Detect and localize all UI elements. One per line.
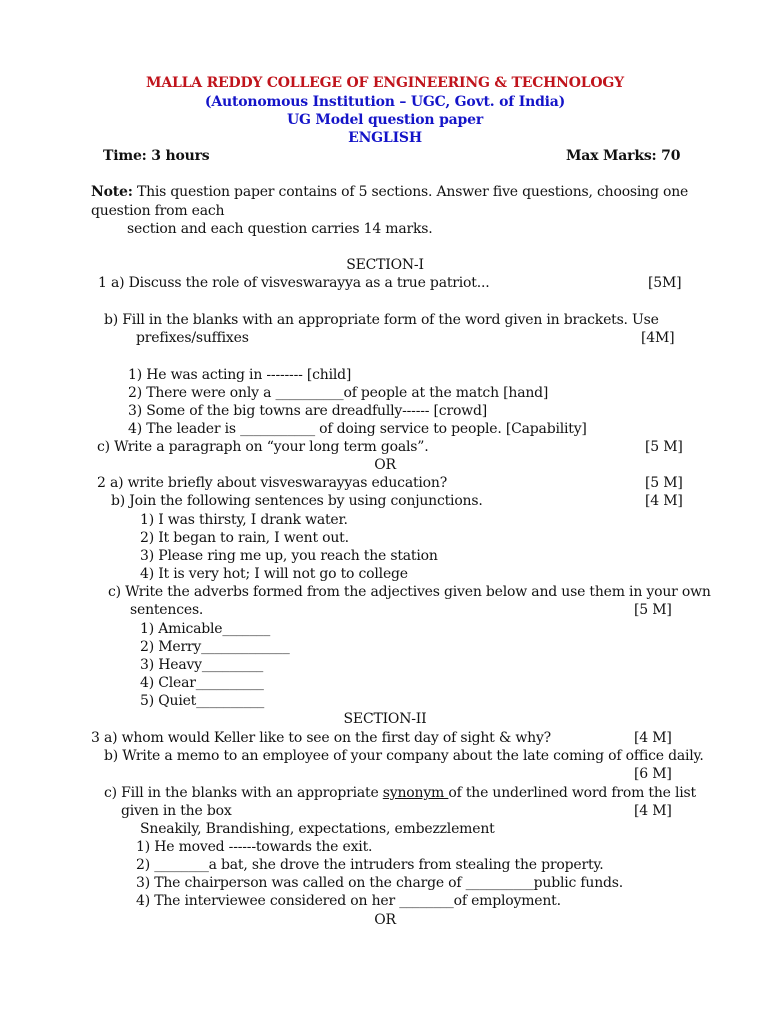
or-separator-2: OR <box>374 912 396 928</box>
note-label: Note: <box>91 184 133 200</box>
q3c-item: 4) The interviewee considered on her ________of employment. <box>136 893 561 909</box>
q3c-pre: c) Fill in the blanks with an appropriate <box>104 785 383 801</box>
q3c-line-2: given in the box <box>121 803 232 819</box>
q3c-underlined-word: synonym <box>382 785 449 801</box>
or-separator-1: OR <box>374 457 396 473</box>
q3a-marks: [4 M] <box>634 730 672 746</box>
q1b-item: 2) There were only a __________of people at the match [hand] <box>128 385 549 401</box>
q2c-item: 2) Merry_____________ <box>140 639 290 655</box>
q2b-item: 4) It is very hot; I will not go to college <box>140 566 408 582</box>
q1b-item: 3) Some of the big towns are dreadfully------ [crowd] <box>128 403 487 419</box>
q2c-item: 3) Heavy_________ <box>140 657 264 673</box>
q1b-line-2: prefixes/suffixes <box>136 330 249 346</box>
section-2-title: SECTION-II <box>343 711 427 727</box>
college-name: MALLA REDDY COLLEGE OF ENGINEERING & TECHNOLOGY <box>146 75 624 91</box>
q2b-marks: [4 M] <box>645 493 683 509</box>
q1b-line-1: b) Fill in the blanks with an appropriate form of the word given in brackets. Use <box>104 312 659 328</box>
q1c-text: c) Write a paragraph on “your long term goals”. <box>97 439 429 455</box>
q3b-marks: [6 M] <box>634 766 672 782</box>
q2b-item: 2) It began to rain, I went out. <box>140 530 349 546</box>
q3c-line-1 <box>104 784 696 802</box>
q3c-word-box: Sneakily, Brandishing, expectations, embezzlement <box>140 821 495 837</box>
q2a-marks: [5 M] <box>645 475 683 491</box>
q1c-marks: [5 M] <box>645 439 683 455</box>
note-line-2: question from each <box>91 203 225 219</box>
note-line-3: section and each question carries 14 marks. <box>127 221 433 237</box>
section-1-title: SECTION-I <box>346 257 424 273</box>
q2c-line-2: sentences. <box>130 602 204 618</box>
time-label: Time: 3 hours <box>103 148 210 164</box>
q3b-text: b) Write a memo to an employee of your company about the late coming of office daily. <box>104 748 704 764</box>
max-marks-label: Max Marks: 70 <box>566 148 681 164</box>
note-text: This question paper contains of 5 sections. Answer five questions, choosing one <box>132 184 689 200</box>
q2c-item: 1) Amicable_______ <box>140 621 270 637</box>
paper-type: UG Model question paper <box>286 112 484 128</box>
q2b-item: 3) Please ring me up, you reach the station <box>140 548 438 564</box>
q3c-post: of the underlined word from the list <box>448 785 696 801</box>
q1b-marks: [4M] <box>641 330 675 346</box>
q1b-item: 4) The leader is ___________ of doing service to people. [Capability] <box>128 421 587 437</box>
subject-title: ENGLISH <box>348 130 422 146</box>
note-line-1 <box>91 183 688 201</box>
q1a-marks: [5M] <box>648 275 682 291</box>
q3c-item: 3) The chairperson was called on the charge of __________public funds. <box>136 875 624 891</box>
q2b-item: 1) I was thirsty, I drank water. <box>140 512 348 528</box>
q2c-line-1: c) Write the adverbs formed from the adjectives given below and use them in your own <box>108 584 711 600</box>
q1a-text: 1 a) Discuss the role of visveswarayya as a true patriot... <box>98 275 490 291</box>
institution-line: (Autonomous Institution – UGC, Govt. of India) <box>204 94 566 110</box>
q3a-text: 3 a) whom would Keller like to see on the first day of sight & why? <box>91 730 551 746</box>
q2c-item: 4) Clear__________ <box>140 675 264 691</box>
q2b-text: b) Join the following sentences by using conjunctions. <box>111 493 483 509</box>
q1b-item: 1) He was acting in -------- [child] <box>128 367 352 383</box>
q2a-text: 2 a) write briefly about visveswarayyas education? <box>97 475 448 491</box>
q3c-marks: [4 M] <box>634 803 672 819</box>
q2c-marks: [5 M] <box>634 602 672 618</box>
q3c-item: 1) He moved ------towards the exit. <box>136 839 373 855</box>
q3c-item: 2) ________a bat, she drove the intruders from stealing the property. <box>136 857 604 873</box>
q2c-item: 5) Quiet__________ <box>140 693 265 709</box>
